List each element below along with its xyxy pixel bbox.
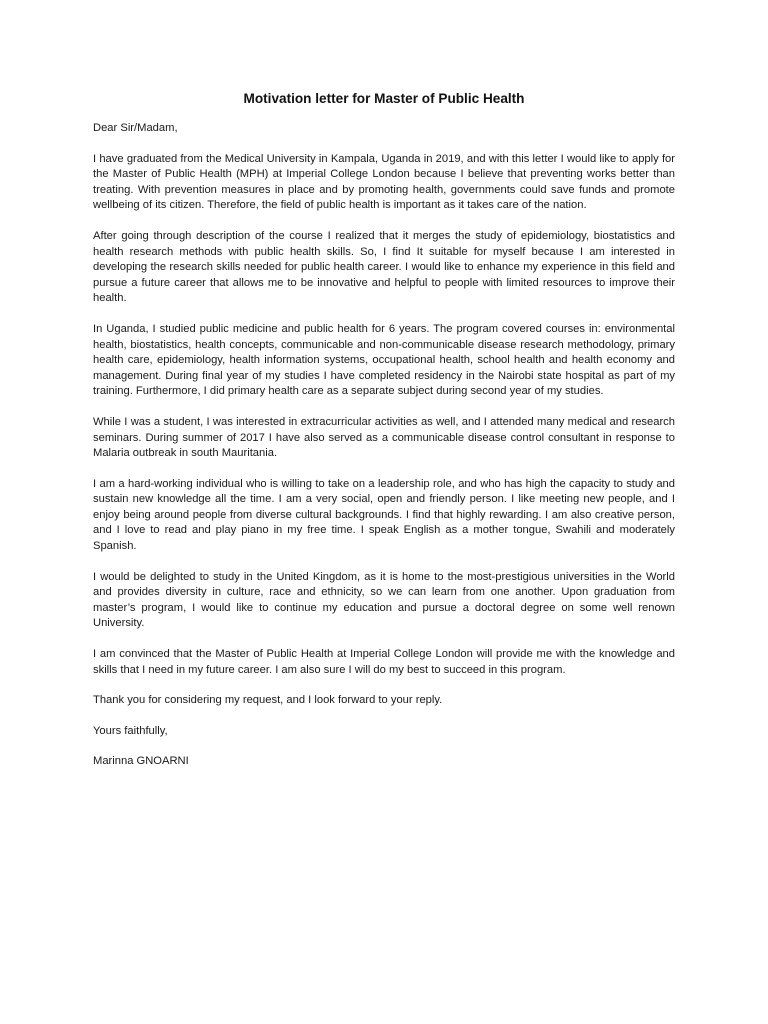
- letter-body: [93, 90, 675, 770]
- paragraph-conclusion: I am convinced that the Master of Public Health at Imperial College London will provide me with the knowledge and skills that I need in my future career. I am also sure I will do my best to succeed in this program.: [93, 648, 675, 676]
- paragraph-extracurricular: While I was a student, I was interested in extracurricular activities as well, and I attended many medical and research seminars. During summer of 2017 I have also served as a communicable disease control consultant in response to Malaria outbreak in south Mauritania.: [93, 415, 675, 460]
- closing-line: Yours faithfully,: [93, 724, 168, 737]
- paragraph-studies: In Uganda, I studied public medicine and public health for 6 years. The program covered courses in: environmental health, biostatistics, health concepts, communicable and non-communicable disease research methodology, primary health care, epidemiology, health information systems, occupational health, school health and health economy and management. During final year of my studies I have completed residency in the Nairobi state hospital as part of my training. Furthermore, I did primary health care as a separate subject during second year of my studies.: [93, 322, 675, 398]
- thanks-line: Thank you for considering my request, and I look forward to your reply.: [93, 694, 443, 707]
- signature-name: Marinna GNOARNI: [93, 755, 189, 768]
- paragraph-personal-qualities: I am a hard-working individual who is willing to take on a leadership role, and who has high the capacity to study and sustain new knowledge all the time. I am a very social, open and friendly person. I like meeting new people, and I enjoy being around people from diverse cultural backgrounds. I find that highly rewarding. I am also creative person, and I love to read and play piano in my free time. I speak English as a mother tongue, Swahili and moderately Spanish.: [93, 477, 675, 553]
- paragraph-united-kingdom: I would be delighted to study in the United Kingdom, as it is home to the most-prestigious universities in the World and provides diversity in culture, race and ethnicity, so we can learn from one another. Upon graduation from master’s program, I would like to continue my education and pursue a doctoral degree on some well renown University.: [93, 570, 675, 630]
- salutation: Dear Sir/Madam,: [93, 122, 178, 134]
- paragraph-course-interest: After going through description of the course I realized that it merges the study of epidemiology, biostatistics and health research methods with public health skills. So, I find It suitable for myself because I am interested in developing the research skills needed for public health career. I would like to enhance my experience in this field and pursue a future career that allows me to be innovative and helpful to people with limited resources to improve their health.: [93, 229, 675, 305]
- paragraph-introduction: I have graduated from the Medical University in Kampala, Uganda in 2019, and with this letter I would like to apply for the Master of Public Health (MPH) at Imperial College London because I believe that preventing works better than treating. With prevention measures in place and by promoting health, governments could save funds and promote wellbeing of its citizen. Therefore, the field of public health is important as it takes care of the nation.: [93, 152, 675, 212]
- letter-title: Motivation letter for Master of Public Health: [243, 91, 525, 106]
